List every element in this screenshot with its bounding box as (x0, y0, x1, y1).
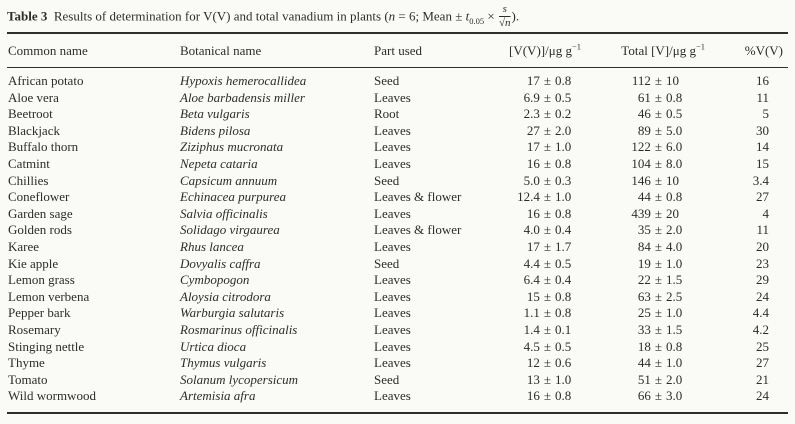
table-body (7, 68, 788, 413)
common-name-cell: Chillies (8, 172, 49, 188)
vv-value: 15 (526, 288, 540, 304)
total-v-cell (581, 388, 705, 413)
caption-times-sign: × (484, 8, 498, 24)
plus-minus-sign: ± (543, 122, 551, 138)
total-v-value: 44 (637, 189, 651, 205)
table-caption-line (7, 2, 520, 30)
botanical-name-cell: Salvia officinalis (180, 205, 268, 221)
caption-suffix: ). (511, 8, 520, 24)
plus-minus-sign: ± (543, 255, 551, 271)
total-v-value: 22 (637, 272, 651, 288)
vv-value: 12 (526, 355, 540, 371)
plus-minus-sign: ± (654, 122, 662, 138)
vv-error: 2.0 (555, 122, 572, 138)
total-v-value: 46 (637, 106, 651, 122)
vv-error: 0.8 (555, 288, 572, 304)
common-name-cell: Tomato (8, 371, 48, 387)
plus-minus-sign: ± (654, 73, 662, 88)
common-name-cell: Thyme (8, 355, 45, 371)
vv-concentration-cell (477, 256, 581, 273)
percent-vv-cell: 4.2 (752, 321, 769, 337)
fraction-denominator (499, 17, 511, 30)
total-v-value: 84 (637, 238, 651, 254)
vv-value: 4.0 (523, 222, 540, 238)
vv-error: 0.4 (555, 272, 572, 288)
total-v-error: 10 (666, 73, 679, 88)
plus-minus-sign: ± (654, 272, 662, 288)
common-name-cell: Wild wormwood (7, 388, 180, 413)
vv-error: 1.0 (555, 371, 572, 387)
vv-concentration-cell (477, 372, 581, 389)
percent-vv-cell: 14 (756, 139, 769, 155)
botanical-name-cell: Aloe barbadensis miller (180, 89, 305, 105)
total-v-cell (581, 222, 705, 239)
total-v-value: 146 (631, 172, 651, 188)
percent-vv-cell: 23 (756, 255, 769, 271)
table-caption (7, 3, 788, 32)
total-v-cell (581, 322, 705, 339)
plus-minus-sign: ± (543, 371, 551, 387)
table-row (7, 388, 788, 413)
plus-minus-sign: ± (654, 238, 662, 254)
total-v-value: 19 (637, 255, 651, 271)
part-used-cell: Seed (374, 172, 400, 188)
common-name-cell: Stinging nettle (8, 338, 85, 354)
botanical-name-cell: Rhus lancea (180, 238, 244, 254)
table-header-row (7, 33, 788, 68)
plus-minus-sign: ± (543, 288, 551, 304)
total-v-value: 66 (637, 388, 651, 404)
vv-value: 1.4 (523, 321, 540, 337)
plus-minus-sign: ± (654, 106, 662, 122)
vv-error: 0.4 (555, 222, 572, 238)
plus-minus-sign: ± (543, 139, 551, 155)
part-used-cell: Leaves (374, 89, 411, 105)
total-v-cell (581, 339, 705, 356)
vv-value: 16 (526, 388, 540, 404)
table-row (7, 239, 788, 256)
total-v-error: 1.0 (666, 355, 683, 371)
plus-minus-sign: ± (654, 189, 662, 205)
table-row (7, 189, 788, 206)
plus-minus-sign: ± (654, 139, 662, 155)
percent-vv-cell: 20 (756, 238, 769, 254)
percent-vv-cell: 24 (756, 288, 769, 304)
column-header-common-name: Common name (7, 33, 180, 68)
botanical-name-cell: Aloysia citrodora (180, 288, 271, 304)
percent-vv-cell: 24 (705, 388, 788, 413)
part-used-cell: Leaves (374, 321, 411, 337)
vv-error: 1.0 (555, 189, 572, 205)
total-v-cell (581, 139, 705, 156)
table-row (7, 106, 788, 123)
table-row (7, 206, 788, 223)
table-row (7, 173, 788, 190)
part-used-cell: Leaves (374, 272, 411, 288)
total-v-error: 1.0 (666, 305, 683, 321)
common-name-cell: Pepper bark (8, 305, 71, 321)
total-v-cell (581, 106, 705, 123)
common-name-cell: Catmint (8, 155, 50, 171)
total-v-value: 35 (637, 222, 651, 238)
table-caption-label: Table 3 (7, 8, 48, 24)
table-row (7, 222, 788, 239)
total-v-error: 5.0 (666, 122, 683, 138)
botanical-name-cell: Artemisia afra (180, 388, 374, 413)
table-row (7, 372, 788, 389)
vv-concentration-cell (477, 123, 581, 140)
botanical-name-cell: Warburgia salutaris (180, 305, 285, 321)
table-row (7, 139, 788, 156)
table-row (7, 355, 788, 372)
percent-vv-cell: 25 (756, 338, 769, 354)
vv-concentration-cell (477, 388, 581, 413)
vv-error: 0.8 (555, 388, 572, 404)
total-v-error: 0.8 (666, 89, 683, 105)
botanical-name-cell: Thymus vulgaris (180, 355, 267, 371)
vv-value: 17 (526, 139, 540, 155)
common-name-cell: Coneflower (8, 189, 70, 205)
total-v-value: 44 (637, 355, 651, 371)
total-v-header-text: Total [V]/μg g (621, 43, 696, 58)
vv-concentration-cell (477, 206, 581, 223)
total-v-cell (581, 289, 705, 306)
table-row (7, 339, 788, 356)
table-row (7, 305, 788, 322)
total-v-value: 439 (631, 205, 651, 221)
vv-error: 0.5 (555, 338, 572, 354)
common-name-cell: Kie apple (8, 255, 59, 271)
total-v-error: 10 (666, 172, 679, 188)
table-caption-text: Results of determination for V(V) and total vanadium in plants ( (47, 8, 389, 24)
vv-value: 1.1 (523, 305, 540, 321)
botanical-name-cell: Nepeta cataria (180, 155, 258, 171)
total-v-value: 112 (631, 73, 651, 88)
botanical-name-cell: Ziziphus mucronata (180, 139, 284, 155)
vv-concentration-cell (477, 272, 581, 289)
total-v-error: 3.0 (666, 388, 683, 404)
total-v-cell (581, 256, 705, 273)
total-v-error: 1.5 (666, 272, 683, 288)
plus-minus-sign: ± (654, 222, 662, 238)
botanical-name-cell: Solanum lycopersicum (180, 371, 299, 387)
table-row (7, 289, 788, 306)
total-v-error: 0.8 (666, 189, 683, 205)
vv-concentration-cell (477, 189, 581, 206)
part-used-cell: Leaves (374, 155, 411, 171)
total-v-value: 61 (637, 89, 651, 105)
part-used-cell: Seed (374, 73, 400, 88)
plus-minus-sign: ± (654, 205, 662, 221)
plus-minus-sign: ± (543, 205, 551, 221)
botanical-name-cell: Hypoxis hemerocallidea (180, 73, 307, 88)
common-name-cell: Golden rods (8, 222, 72, 238)
total-v-error: 6.0 (666, 139, 683, 155)
common-name-cell: Beetroot (8, 106, 53, 122)
part-used-cell: Leaves (374, 288, 411, 304)
plus-minus-sign: ± (543, 89, 551, 105)
total-v-cell (581, 355, 705, 372)
plus-minus-sign: ± (654, 89, 662, 105)
vv-concentration-cell (477, 222, 581, 239)
plus-minus-sign: ± (543, 172, 551, 188)
common-name-cell: Karee (8, 238, 40, 254)
vv-error: 0.1 (555, 321, 572, 337)
percent-vv-cell: 21 (756, 371, 769, 387)
part-used-cell: Seed (374, 255, 400, 271)
fraction-denominator-n: n (504, 16, 511, 29)
part-used-cell: Leaves & flower (374, 189, 462, 205)
percent-vv-cell: 27 (756, 189, 769, 205)
vv-error: 0.5 (555, 255, 572, 271)
percent-vv-cell: 5 (762, 106, 769, 122)
total-v-cell (581, 305, 705, 322)
plus-minus-sign: ± (543, 388, 551, 404)
vv-value: 17 (526, 238, 540, 254)
total-v-cell (581, 206, 705, 223)
total-v-header-superscript: −1 (695, 41, 705, 52)
total-v-cell (581, 189, 705, 206)
vv-error: 1.0 (555, 139, 572, 155)
botanical-name-cell: Solidago virgaurea (180, 222, 280, 238)
total-v-error: 4.0 (666, 238, 683, 254)
part-used-cell: Leaves (374, 139, 411, 155)
plus-minus-sign: ± (654, 388, 662, 404)
vv-value: 6.9 (523, 89, 540, 105)
table-row (7, 322, 788, 339)
table-row (7, 156, 788, 173)
plus-minus-sign: ± (654, 338, 662, 354)
percent-vv-cell: 11 (756, 222, 769, 238)
percent-vv-cell: 3.4 (752, 172, 769, 188)
botanical-name-cell: Bidens pilosa (180, 122, 251, 138)
plus-minus-sign: ± (654, 255, 662, 271)
caption-t-subscript: 0.05 (469, 16, 485, 27)
total-v-cell (581, 156, 705, 173)
total-v-error: 1.5 (666, 321, 683, 337)
formula-fraction (499, 4, 511, 29)
vv-value: 6.4 (523, 272, 540, 288)
vv-value: 12.4 (517, 189, 540, 205)
plus-minus-sign: ± (543, 355, 551, 371)
total-v-cell (581, 372, 705, 389)
vv-error: 0.2 (555, 106, 572, 122)
common-name-cell: Rosemary (8, 321, 61, 337)
part-used-cell: Leaves (374, 338, 411, 354)
percent-vv-cell: 29 (756, 272, 769, 288)
vv-value: 27 (526, 122, 540, 138)
part-used-cell: Leaves & flower (374, 222, 462, 238)
total-v-value: 122 (631, 139, 651, 155)
total-v-error: 8.0 (666, 155, 683, 171)
botanical-name-cell: Cymbopogon (180, 272, 250, 288)
vv-concentration-cell (477, 68, 581, 90)
vv-concentration-cell (477, 173, 581, 190)
percent-vv-cell: 15 (756, 155, 769, 171)
percent-vv-cell: 11 (756, 89, 769, 105)
total-v-cell (581, 239, 705, 256)
percent-vv-cell: 30 (756, 122, 769, 138)
vv-concentration-cell (477, 355, 581, 372)
plus-minus-sign: ± (543, 106, 551, 122)
plus-minus-sign: ± (543, 321, 551, 337)
vv-value: 17 (526, 73, 540, 88)
common-name-cell: Buffalo thorn (8, 139, 79, 155)
total-v-value: 18 (637, 338, 651, 354)
vv-value: 13 (526, 371, 540, 387)
plus-minus-sign: ± (654, 288, 662, 304)
percent-vv-cell: 4 (762, 205, 769, 221)
plus-minus-sign: ± (654, 355, 662, 371)
vv-error: 0.5 (555, 89, 572, 105)
column-header-part-used: Part used (374, 33, 477, 68)
part-used-cell: Root (374, 106, 400, 122)
vv-error: 0.8 (555, 305, 572, 321)
part-used-cell: Leaves (374, 238, 411, 254)
results-table (7, 32, 788, 414)
vv-concentration-cell (477, 322, 581, 339)
vv-value: 4.5 (523, 338, 540, 354)
total-v-value: 33 (637, 321, 651, 337)
plus-minus-sign: ± (654, 321, 662, 337)
vv-error: 0.6 (555, 355, 572, 371)
common-name-cell: Lemon grass (8, 272, 75, 288)
vv-concentration-cell (477, 90, 581, 107)
vv-value: 16 (526, 205, 540, 221)
vv-error: 1.7 (555, 238, 572, 254)
botanical-name-cell: Urtica dioca (180, 338, 247, 354)
table-row (7, 256, 788, 273)
percent-vv-cell: 4.4 (752, 305, 769, 321)
vv-value: 5.0 (523, 172, 540, 188)
column-header-total-v (581, 33, 705, 68)
table-row (7, 272, 788, 289)
botanical-name-cell: Echinacea purpurea (180, 189, 287, 205)
vv-error: 0.3 (555, 172, 572, 188)
plus-minus-sign: ± (654, 172, 662, 188)
plus-minus-sign: ± (543, 189, 551, 205)
column-header-botanical-name: Botanical name (180, 33, 374, 68)
total-v-cell (581, 272, 705, 289)
total-v-error: 0.5 (666, 106, 683, 122)
botanical-name-cell: Rosmarinus officinalis (180, 321, 298, 337)
plus-minus-sign: ± (543, 272, 551, 288)
vv-value: 4.4 (523, 255, 540, 271)
vv-error: 0.8 (555, 205, 572, 221)
vv-error: 0.8 (555, 73, 572, 88)
total-v-cell (581, 90, 705, 107)
plus-minus-sign: ± (543, 73, 551, 88)
part-used-cell: Leaves (374, 122, 411, 138)
vv-concentration-cell (477, 139, 581, 156)
radical-sign: √ (498, 16, 505, 29)
vv-value: 16 (526, 155, 540, 171)
total-v-cell (581, 68, 705, 90)
fraction-numerator: s (499, 4, 511, 17)
total-v-error: 20 (666, 205, 679, 221)
table-row (7, 123, 788, 140)
vv-concentration-cell (477, 305, 581, 322)
common-name-cell: Garden sage (8, 205, 73, 221)
vv-concentration-cell (477, 156, 581, 173)
total-v-cell (581, 173, 705, 190)
vv-header-superscript: −1 (571, 41, 581, 52)
column-header-percent-vv: %V(V) (705, 33, 788, 68)
table-header (7, 33, 788, 68)
caption-t-symbol: t (465, 8, 470, 24)
plus-minus-sign: ± (654, 155, 662, 171)
part-used-cell: Leaves (374, 305, 411, 321)
column-header-vv-concentration (477, 33, 581, 68)
botanical-name-cell: Dovyalis caffra (180, 255, 261, 271)
percent-vv-cell: 16 (756, 73, 769, 88)
total-v-value: 63 (637, 288, 651, 304)
plus-minus-sign: ± (543, 305, 551, 321)
botanical-name-cell: Capsicum annuum (180, 172, 278, 188)
total-v-error: 0.8 (666, 338, 683, 354)
vv-concentration-cell (477, 239, 581, 256)
total-v-error: 1.0 (666, 255, 683, 271)
vv-concentration-cell (477, 106, 581, 123)
vv-concentration-cell (477, 339, 581, 356)
caption-n-symbol: n (388, 8, 396, 24)
part-used-cell: Leaves (374, 355, 411, 371)
part-used-cell: Leaves (374, 388, 477, 413)
plus-minus-sign: ± (543, 238, 551, 254)
total-v-value: 104 (631, 155, 651, 171)
plus-minus-sign: ± (543, 155, 551, 171)
vv-error: 0.8 (555, 155, 572, 171)
part-used-cell: Seed (374, 371, 400, 387)
table-row (7, 90, 788, 107)
table-row (7, 68, 788, 90)
total-v-value: 89 (637, 122, 651, 138)
total-v-value: 51 (637, 371, 651, 387)
total-v-error: 2.0 (666, 371, 683, 387)
plus-minus-sign: ± (654, 371, 662, 387)
plus-minus-sign: ± (543, 222, 551, 238)
total-v-cell (581, 123, 705, 140)
botanical-name-cell: Beta vulgaris (180, 106, 250, 122)
vv-value: 2.3 (523, 106, 540, 122)
common-name-cell: Aloe vera (8, 89, 59, 105)
common-name-cell: Blackjack (8, 122, 60, 138)
plus-minus-sign: ± (543, 338, 551, 354)
common-name-cell: Lemon verbena (8, 288, 90, 304)
plus-minus-sign: ± (654, 305, 662, 321)
common-name-cell: African potato (8, 73, 84, 88)
vv-header-text: [V(V)]/μg g (509, 43, 572, 58)
caption-n-equation: = 6; Mean ± (395, 8, 466, 24)
total-v-error: 2.0 (666, 222, 683, 238)
percent-vv-cell: 27 (756, 355, 769, 371)
vv-concentration-cell (477, 289, 581, 306)
total-v-error: 2.5 (666, 288, 683, 304)
total-v-value: 25 (637, 305, 651, 321)
part-used-cell: Leaves (374, 205, 411, 221)
